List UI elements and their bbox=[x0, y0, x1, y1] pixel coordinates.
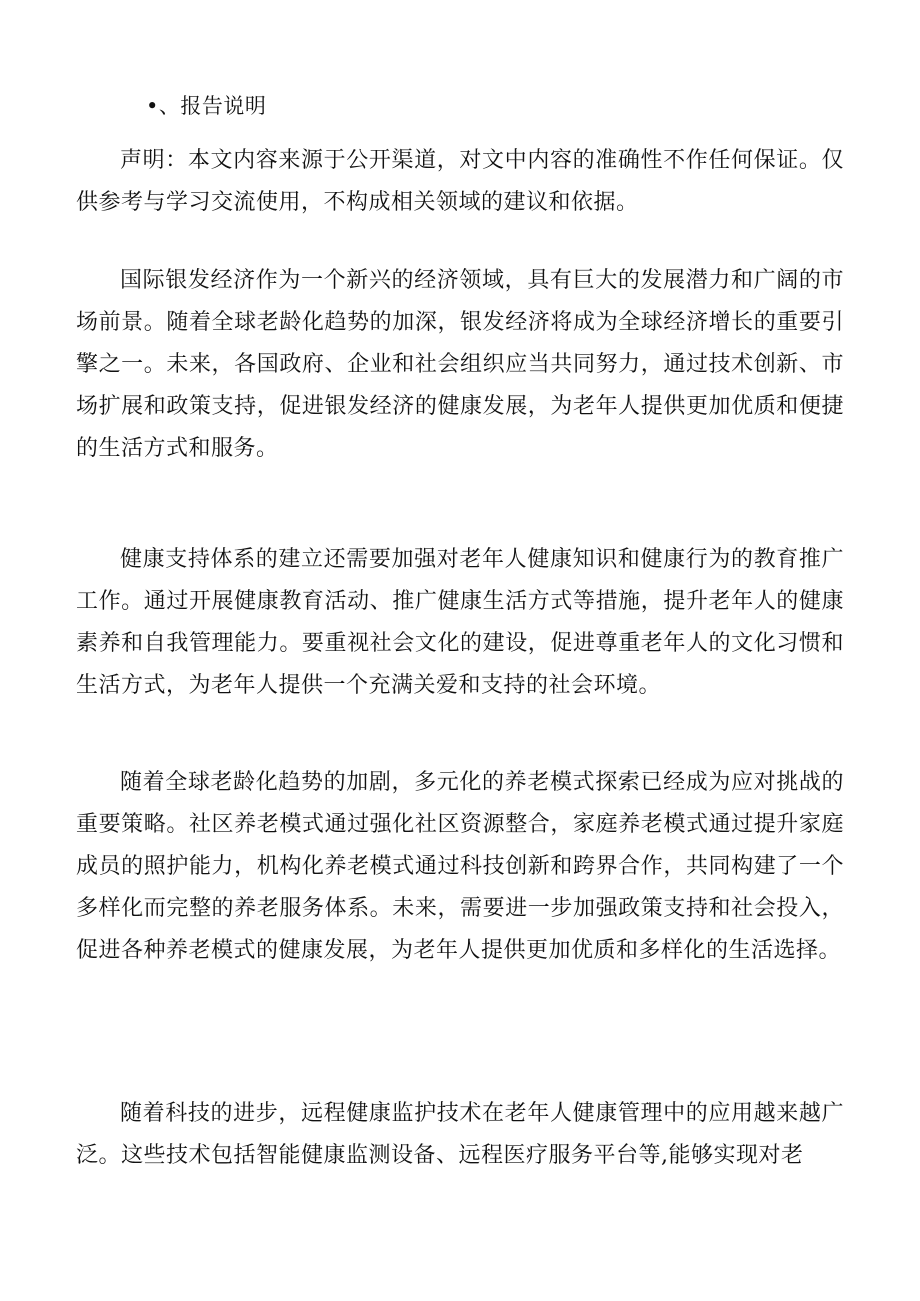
paragraph-elderly-care-models: 随着全球老龄化趋势的加剧，多元化的养老模式探索已经成为应对挑战的重要策略。社区养老模式通过强化社区资源整合，家庭养老模式通过提升家庭成员的照护能力，机构化养老模式通过科技创新和跨界合作，共同构建了一个多样化而完整的养老服务体系。未来，需要进一步加强政策支持和社会投入，促进各种养老模式的健康发展，为老年人提供更加优质和多样化的生活选择。 bbox=[76, 770, 844, 963]
paragraph-disclaimer: 声明：本文内容来源于公开渠道，对文中内容的准确性不作任何保证。仅供参考与学习交流使用，不构成相关领域的建议和依据。 bbox=[76, 148, 844, 215]
paragraph-silver-economy: 国际银发经济作为一个新兴的经济领域，具有巨大的发展潜力和广阔的市场前景。随着全球老龄化趋势的加深，银发经济将成为全球经济增长的重要引擎之一。未来，各国政府、企业和社会组织应当共同努力，通过技术创新、市场扩展和政策支持，促进银发经济的健康发展，为老年人提供更加优质和便捷的生活方式和服务。 bbox=[76, 268, 844, 461]
section-heading: •、报告说明 bbox=[146, 94, 267, 118]
paragraph-health-support: 健康支持体系的建立还需要加强对老年人健康知识和健康行为的教育推广工作。通过开展健康教育活动、推广健康生活方式等措施，提升老年人的健康素养和自我管理能力。要重视社会文化的建设，促进尊重老年人的文化习惯和生活方式，为老年人提供一个充满关爱和支持的社会环境。 bbox=[76, 547, 844, 698]
paragraph-remote-monitoring: 随着科技的进步，远程健康监护技术在老年人健康管理中的应用越来越广泛。这些技术包括智能健康监测设备、远程医疗服务平台等,能够实现对老 bbox=[76, 1101, 844, 1168]
